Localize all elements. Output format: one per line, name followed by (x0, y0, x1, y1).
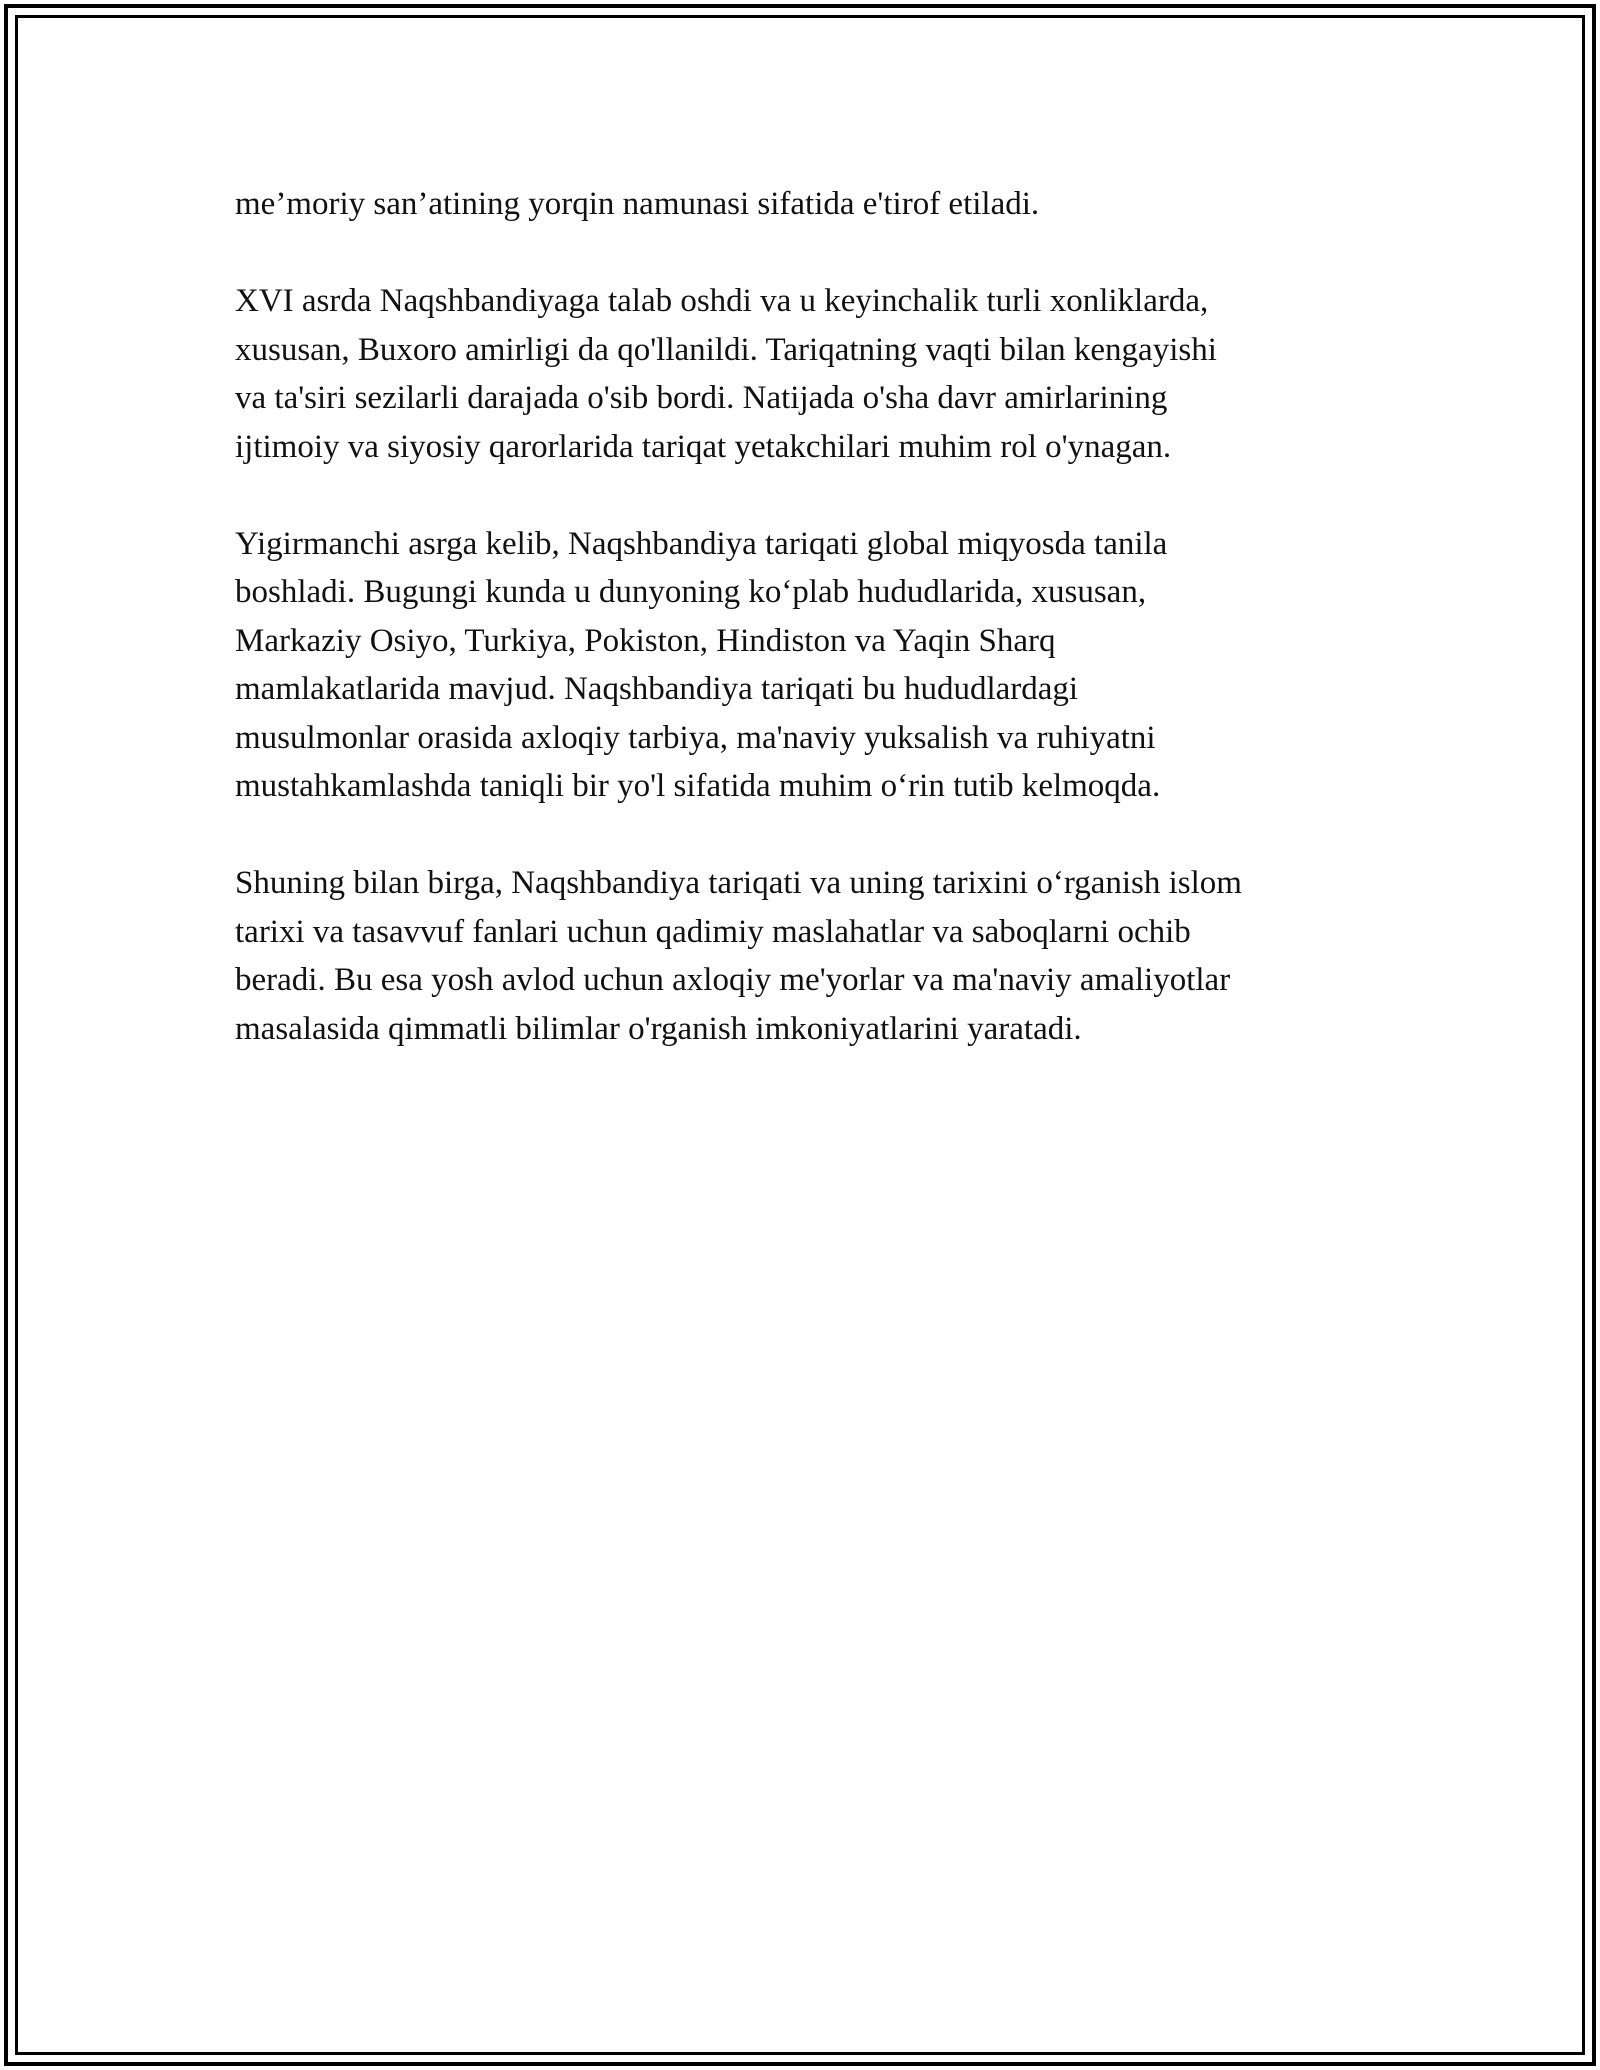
paragraph-3: Yigirmanchi asrga kelib, Naqshbandiya tariqati global miqyosda tanila boshladi. Bugungi kunda u dunyoning ko‘plab hududlarida, xususan, Markaziy Osiyo, Turkiya, Pokiston, Hindiston va Yaqin Sharq mamlakatlarida mavjud. Naqshbandiya tariqati bu hududlardagi musulmonlar orasida axloqiy tarbiya, ma'naviy yuksalish va ruhiyatni mustahkamlashda taniqli bir yo'l sifatida muhim o‘rin tutib kelmoqda. (235, 525, 1168, 804)
document-body (235, 180, 1375, 1102)
paragraph-2: XVI asrda Naqshbandiyaga talab oshdi va u keyinchalik turli xonliklarda, xususan, Buxoro amirligi da qo'llanildi. Tariqatning vaqti bilan kengayishi va ta'siri sezilarli darajada o'sib bordi. Natijada o'sha davr amirlarining ijtimoiy va siyosiy qarorlarida tariqat yetakchilari muhim rol o'ynagan. (235, 283, 1217, 465)
paragraph-4: Shuning bilan birga, Naqshbandiya tariqati va uning tarixini o‘rganish islom tarixi va tasavvuf fanlari uchun qadimiy maslahatlar va saboqlarni ochib beradi. Bu esa yosh avlod uchun axloqiy me'yorlar va ma'naviy amaliyotlar masalasida qimmatli bilimlar o'rganish imkoniyatlarini yaratadi. (235, 865, 1242, 1047)
paragraph-1: me’moriy san’atining yorqin namunasi sifatida e'tirof etiladi. (235, 186, 1040, 222)
